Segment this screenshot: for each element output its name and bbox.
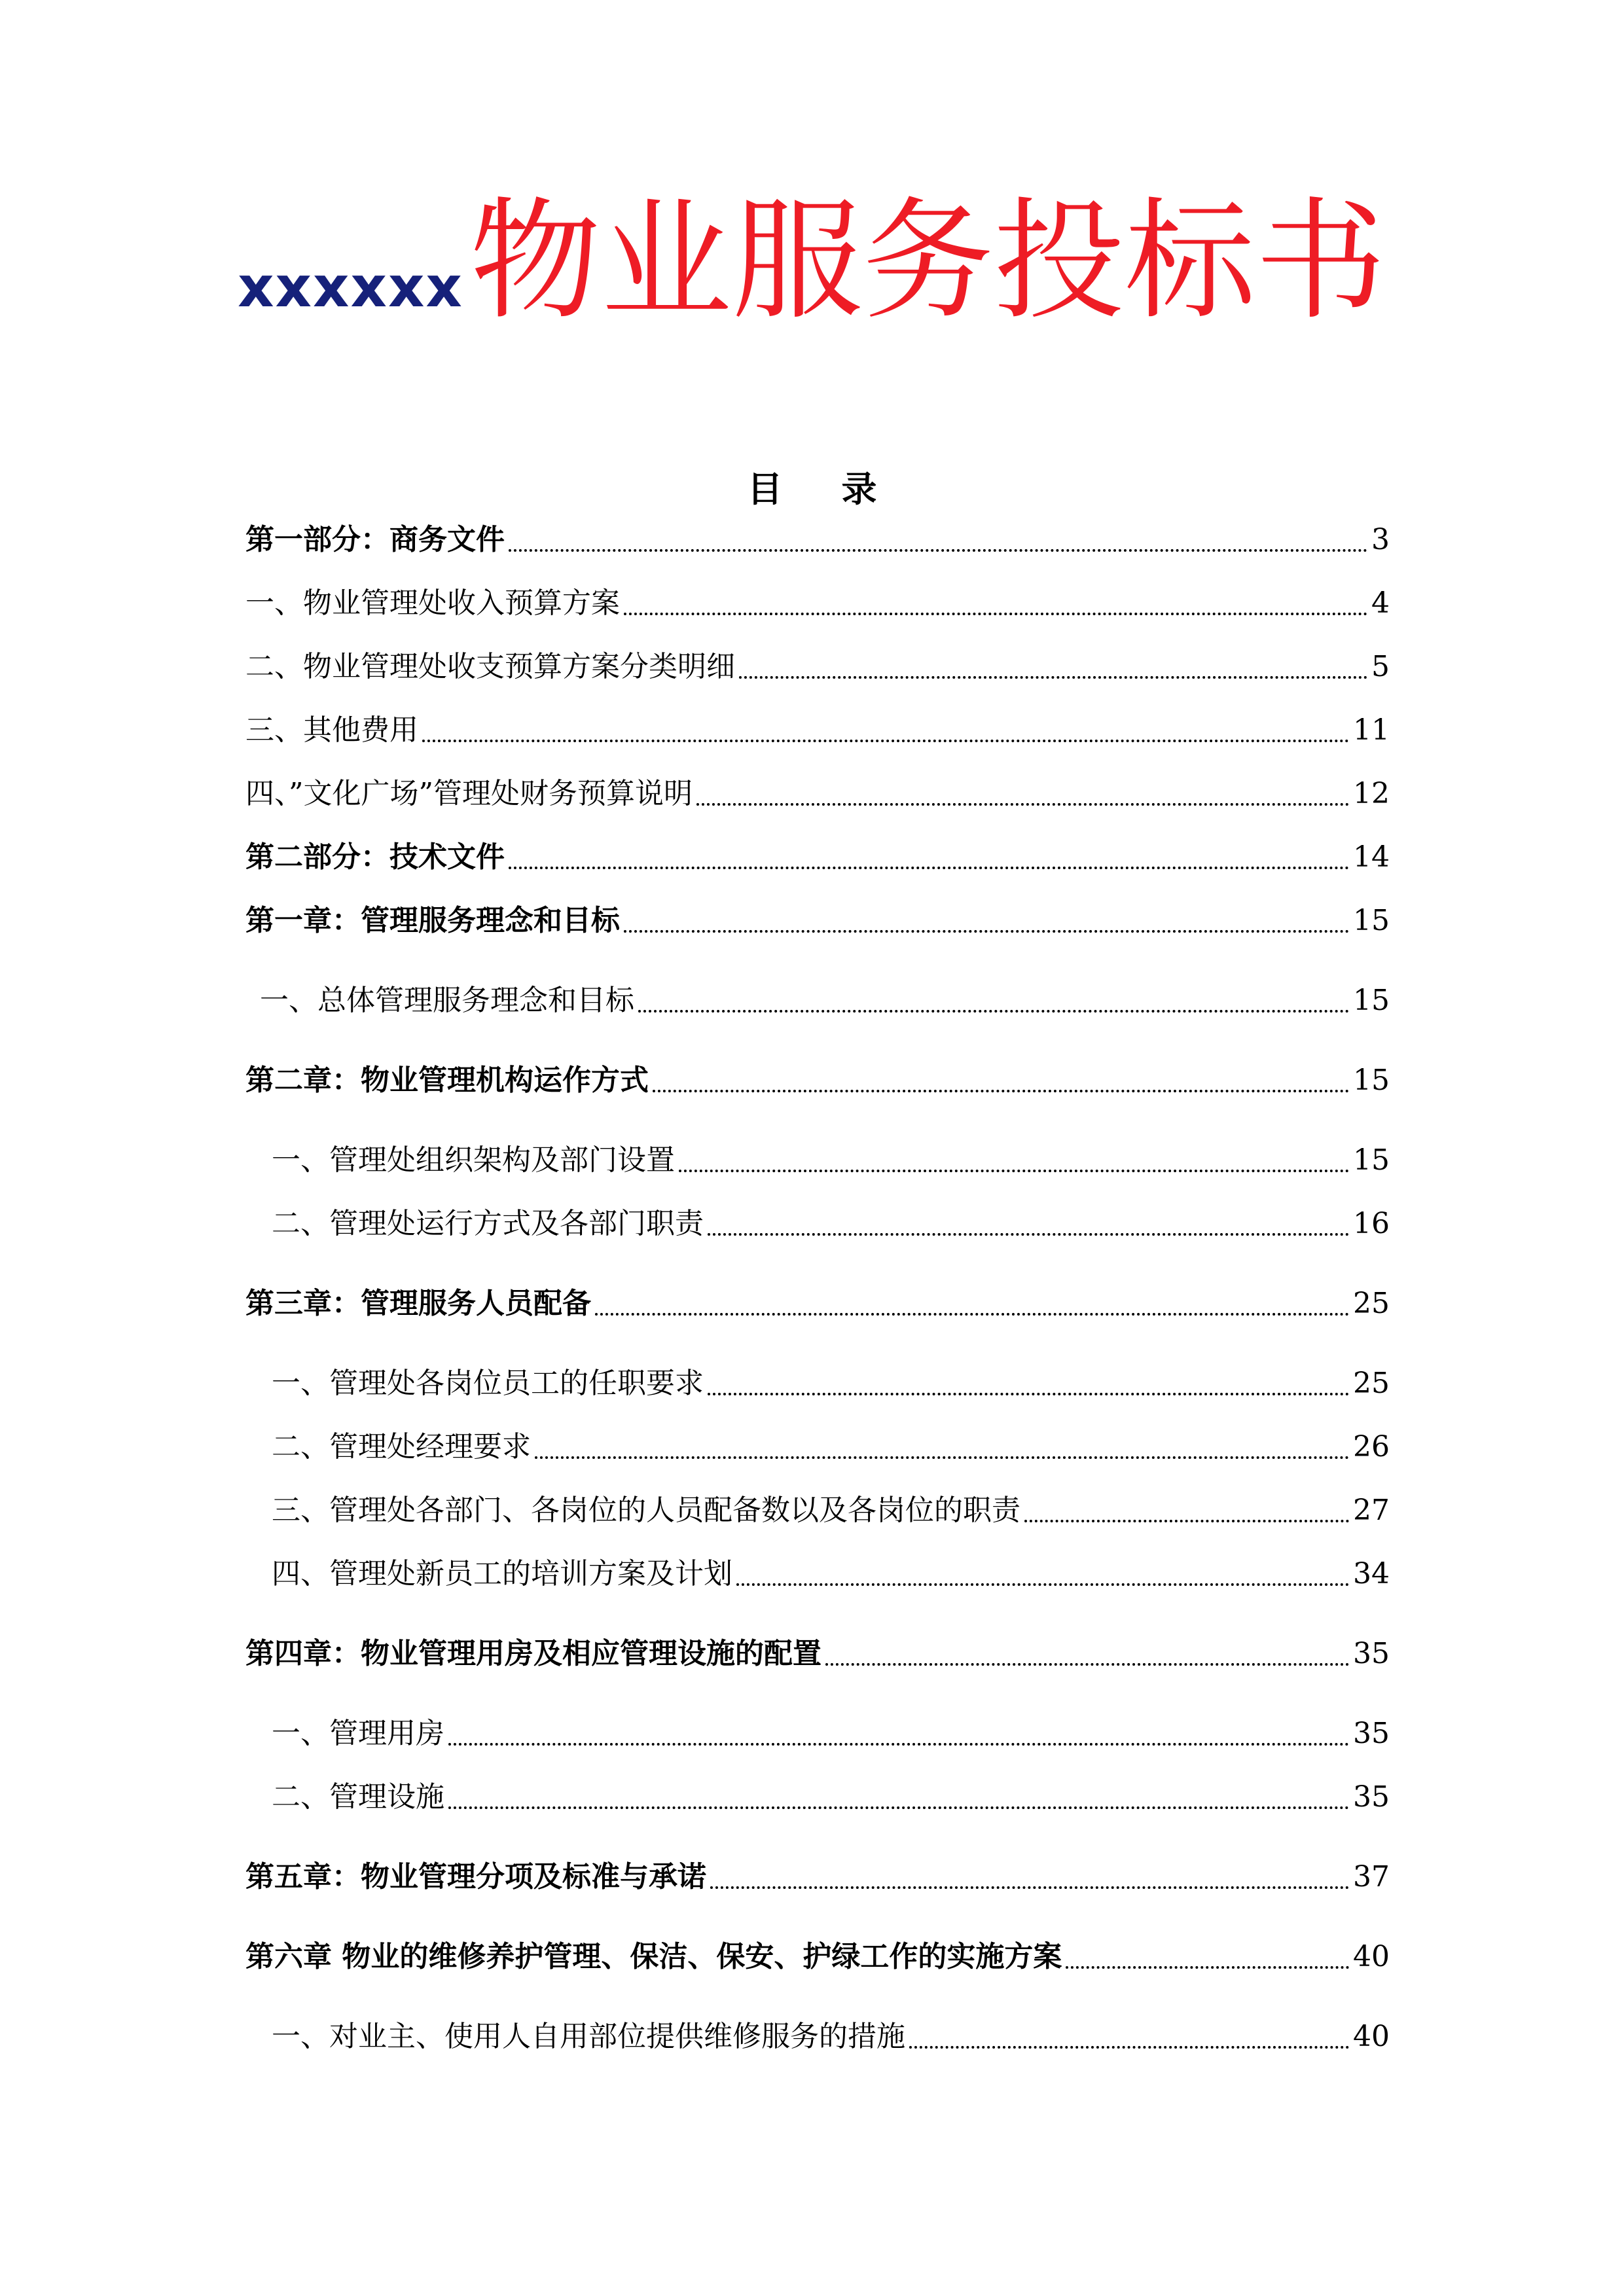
toc-page-number: 25 bbox=[1353, 1287, 1390, 1320]
toc-entry[interactable] bbox=[245, 1427, 1390, 1467]
toc-entry[interactable] bbox=[245, 1778, 1390, 1817]
toc-heading: 目录 bbox=[747, 468, 936, 510]
toc-entry-label: 二、管理处运行方式及各部门职责 bbox=[272, 1207, 704, 1240]
toc-page-number: 40 bbox=[1353, 1940, 1390, 1973]
toc-page-number: 25 bbox=[1353, 1367, 1390, 1400]
toc-entry[interactable] bbox=[245, 981, 1390, 1020]
toc-page-number: 35 bbox=[1353, 1717, 1390, 1750]
toc-entry-part-1[interactable] bbox=[245, 520, 1390, 560]
title-main: 物业服务投标书 bbox=[469, 185, 1386, 338]
dot-leader bbox=[448, 1806, 1349, 1809]
toc-entry[interactable] bbox=[245, 711, 1390, 750]
toc-entry[interactable] bbox=[245, 647, 1390, 687]
toc-entry-label: 二、管理设施 bbox=[272, 1780, 444, 1814]
toc-page-number: 15 bbox=[1353, 904, 1390, 937]
dot-leader bbox=[535, 1456, 1349, 1459]
toc-entry[interactable] bbox=[245, 1491, 1390, 1530]
dot-leader bbox=[1066, 1966, 1349, 1969]
toc-entry[interactable] bbox=[245, 1714, 1390, 1753]
toc-entry-part-2[interactable] bbox=[245, 838, 1390, 877]
toc-page-number: 16 bbox=[1353, 1207, 1390, 1240]
dot-leader bbox=[624, 613, 1367, 615]
dot-leader bbox=[1024, 1520, 1349, 1522]
toc-page-number: 35 bbox=[1353, 1780, 1390, 1814]
toc-entry-label: 第二部分：技术文件 bbox=[245, 840, 505, 874]
toc-entry-label: 一、总体管理服务理念和目标 bbox=[260, 984, 634, 1017]
toc-entry-label: 四、”文化广场”管理处财务预算说明 bbox=[245, 777, 693, 810]
dot-leader bbox=[696, 803, 1349, 806]
dot-leader bbox=[448, 1743, 1349, 1746]
toc-page-number: 15 bbox=[1353, 1064, 1390, 1097]
toc-entry-chapter-5[interactable] bbox=[245, 1857, 1390, 1897]
toc-entry-label: 一、管理处组织架构及部门设置 bbox=[272, 1143, 675, 1177]
toc-page-number: 37 bbox=[1353, 1860, 1390, 1893]
dot-leader bbox=[736, 1583, 1349, 1586]
toc-entry-label: 三、其他费用 bbox=[245, 713, 418, 747]
toc-entry-label: 一、对业主、使用人自用部位提供维修服务的措施 bbox=[272, 2020, 905, 2053]
toc-entry-label: 第三章：管理服务人员配备 bbox=[245, 1287, 591, 1320]
toc-page-number: 35 bbox=[1353, 1637, 1390, 1670]
toc-entry-label: 一、管理处各岗位员工的任职要求 bbox=[272, 1367, 704, 1400]
toc-entry-label: 第二章：物业管理机构运作方式 bbox=[245, 1064, 649, 1097]
dot-leader bbox=[739, 676, 1367, 679]
toc-entry-label: 四、管理处新员工的培训方案及计划 bbox=[272, 1557, 732, 1590]
dot-leader bbox=[638, 1010, 1349, 1013]
toc-page-number: 26 bbox=[1353, 1430, 1390, 1463]
toc-entry-label: 第五章：物业管理分项及标准与承诺 bbox=[245, 1860, 706, 1893]
toc-entry-chapter-2[interactable] bbox=[245, 1061, 1390, 1100]
toc-entry-chapter-4[interactable] bbox=[245, 1634, 1390, 1674]
toc-page-number: 15 bbox=[1353, 984, 1390, 1017]
toc-page-number: 4 bbox=[1371, 586, 1390, 620]
toc-entry-label: 第一部分：商务文件 bbox=[245, 523, 505, 556]
dot-leader bbox=[624, 930, 1349, 933]
document-title bbox=[0, 185, 1624, 338]
toc-page-number: 5 bbox=[1371, 650, 1390, 683]
toc-entry[interactable] bbox=[245, 1141, 1390, 1180]
toc-page-number: 3 bbox=[1371, 523, 1390, 556]
dot-leader bbox=[710, 1886, 1349, 1889]
dot-leader bbox=[708, 1233, 1349, 1236]
title-prefix: xxxxxx bbox=[238, 255, 463, 320]
toc-page-number: 11 bbox=[1353, 713, 1390, 747]
toc-page-number: 40 bbox=[1353, 2020, 1390, 2053]
dot-leader bbox=[909, 2046, 1349, 2049]
toc-entry[interactable] bbox=[245, 2017, 1390, 2056]
toc-entry[interactable] bbox=[245, 584, 1390, 623]
toc-entry-chapter-6[interactable] bbox=[245, 1937, 1390, 1977]
toc-entry-label: 二、管理处经理要求 bbox=[272, 1430, 531, 1463]
toc-entry-label: 一、管理用房 bbox=[272, 1717, 444, 1750]
toc-page-number: 14 bbox=[1353, 840, 1390, 874]
toc-entry[interactable] bbox=[245, 1204, 1390, 1244]
dot-leader bbox=[679, 1170, 1349, 1172]
toc-page-number: 12 bbox=[1353, 777, 1390, 810]
dot-leader bbox=[825, 1663, 1349, 1666]
dot-leader bbox=[509, 549, 1367, 552]
toc-entry[interactable] bbox=[245, 774, 1390, 814]
toc-entry-label: 一、物业管理处收入预算方案 bbox=[245, 586, 620, 620]
toc-page-number: 15 bbox=[1353, 1143, 1390, 1177]
toc-entry[interactable] bbox=[245, 1364, 1390, 1403]
toc-entry[interactable] bbox=[245, 1554, 1390, 1594]
dot-leader bbox=[595, 1313, 1349, 1316]
dot-leader bbox=[708, 1393, 1349, 1395]
toc-entry-label: 第四章：物业管理用房及相应管理设施的配置 bbox=[245, 1637, 821, 1670]
toc-entry-label: 第一章：管理服务理念和目标 bbox=[245, 904, 620, 937]
toc-entry-label: 二、物业管理处收支预算方案分类明细 bbox=[245, 650, 735, 683]
toc-page-number: 27 bbox=[1353, 1494, 1390, 1527]
dot-leader bbox=[509, 867, 1349, 869]
toc-entry-label: 三、管理处各部门、各岗位的人员配备数以及各岗位的职责 bbox=[272, 1494, 1020, 1527]
dot-leader bbox=[422, 740, 1349, 742]
toc-entry-chapter-1[interactable] bbox=[245, 901, 1390, 941]
dot-leader bbox=[653, 1090, 1349, 1092]
toc-page-number: 34 bbox=[1353, 1557, 1390, 1590]
toc-entry-chapter-3[interactable] bbox=[245, 1284, 1390, 1323]
toc-entry-label: 第六章 物业的维修养护管理、保洁、保安、护绿工作的实施方案 bbox=[245, 1940, 1062, 1973]
